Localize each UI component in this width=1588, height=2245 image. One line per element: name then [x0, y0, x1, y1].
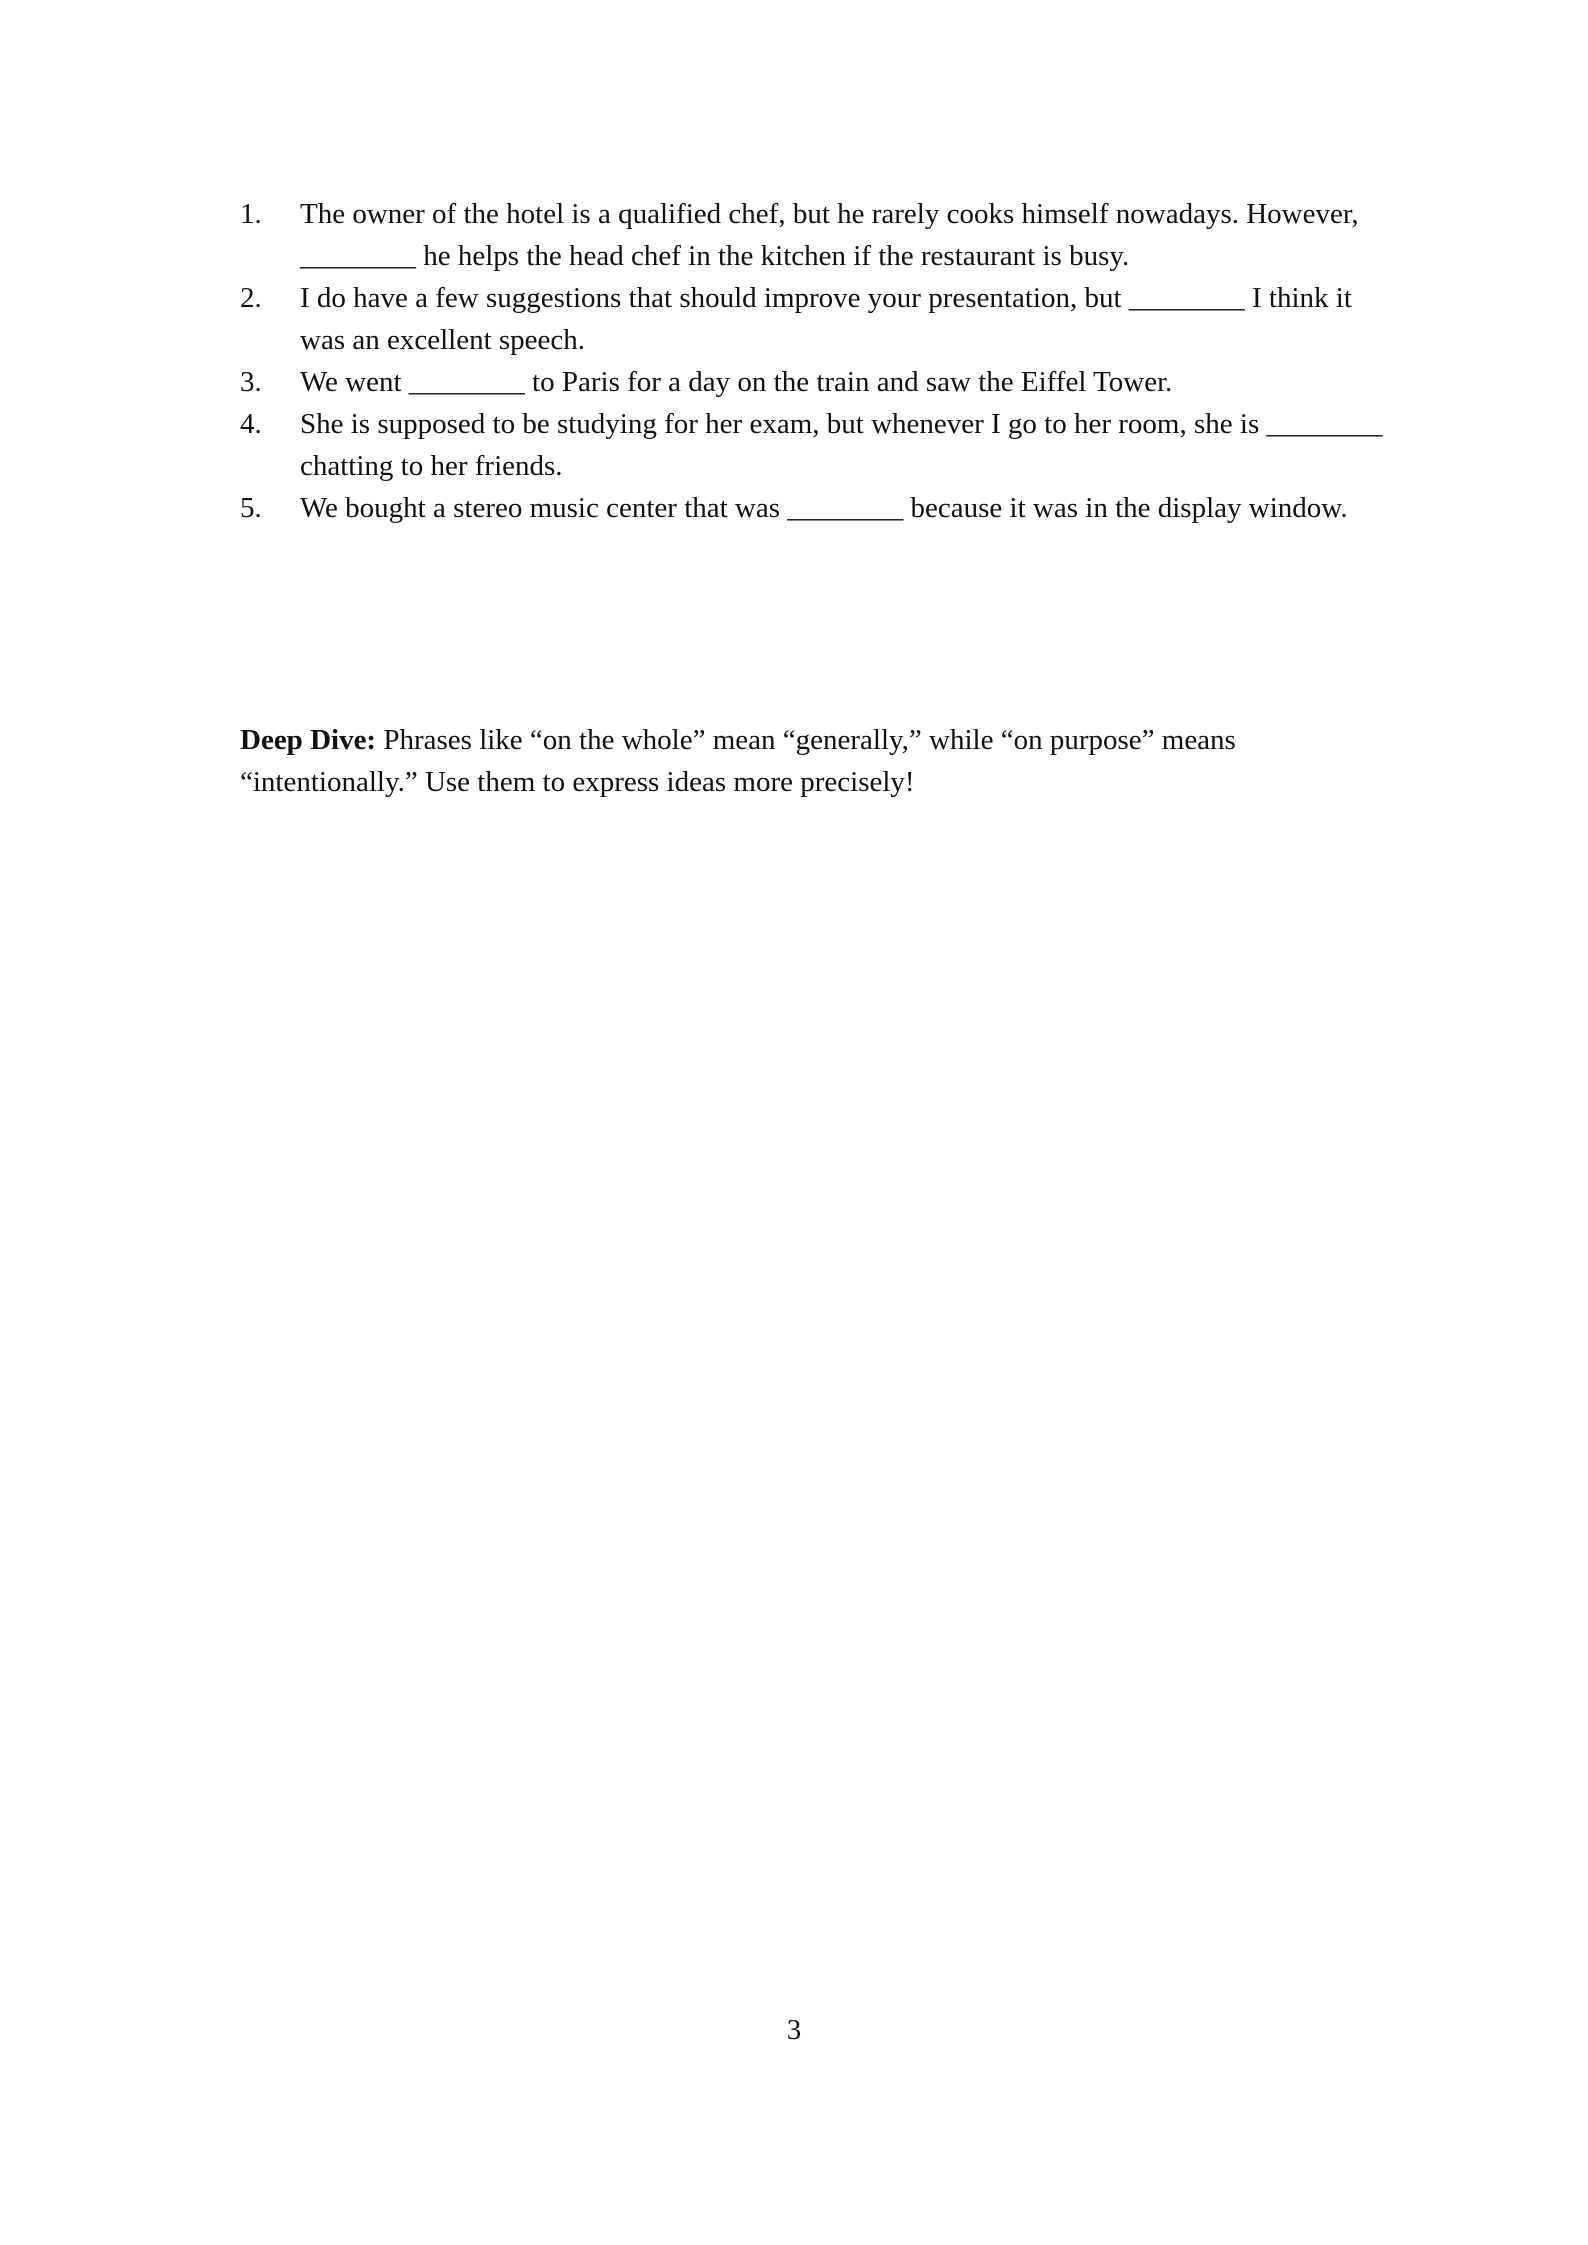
deep-dive-text: Phrases like “on the whole” mean “generally,” while “on purpose” means “intentionally.” Use them to express ideas more precisely!	[240, 724, 1236, 798]
item-number: 4.	[240, 408, 262, 440]
exercise-item-2	[240, 277, 1400, 361]
exercise-list	[240, 193, 1400, 529]
deep-dive-note	[240, 719, 1360, 803]
item-number: 2.	[240, 282, 262, 314]
exercise-item-3	[240, 361, 1400, 403]
page-number: 3	[786, 2014, 802, 2046]
deep-dive-label: Deep Dive:	[240, 724, 377, 756]
item-number: 3.	[240, 366, 262, 398]
exercise-item-1	[240, 193, 1400, 277]
item-text: She is supposed to be studying for her exam, but whenever I go to her room, she is ________ chatting to her friends.	[300, 408, 1383, 482]
item-text: We bought a stereo music center that was ________ because it was in the display window.	[300, 492, 1348, 524]
exercise-item-4	[240, 403, 1400, 487]
item-text: We went ________ to Paris for a day on the train and saw the Eiffel Tower.	[300, 366, 1173, 398]
item-text: I do have a few suggestions that should improve your presentation, but ________ I think it was an excellent speech.	[300, 282, 1352, 356]
item-number: 1.	[240, 198, 262, 230]
item-text: The owner of the hotel is a qualified chef, but he rarely cooks himself nowadays. However, ________ he helps the head chef in the kitchen if the restaurant is busy.	[300, 198, 1359, 272]
exercise-item-5	[240, 487, 1400, 529]
item-number: 5.	[240, 492, 262, 524]
